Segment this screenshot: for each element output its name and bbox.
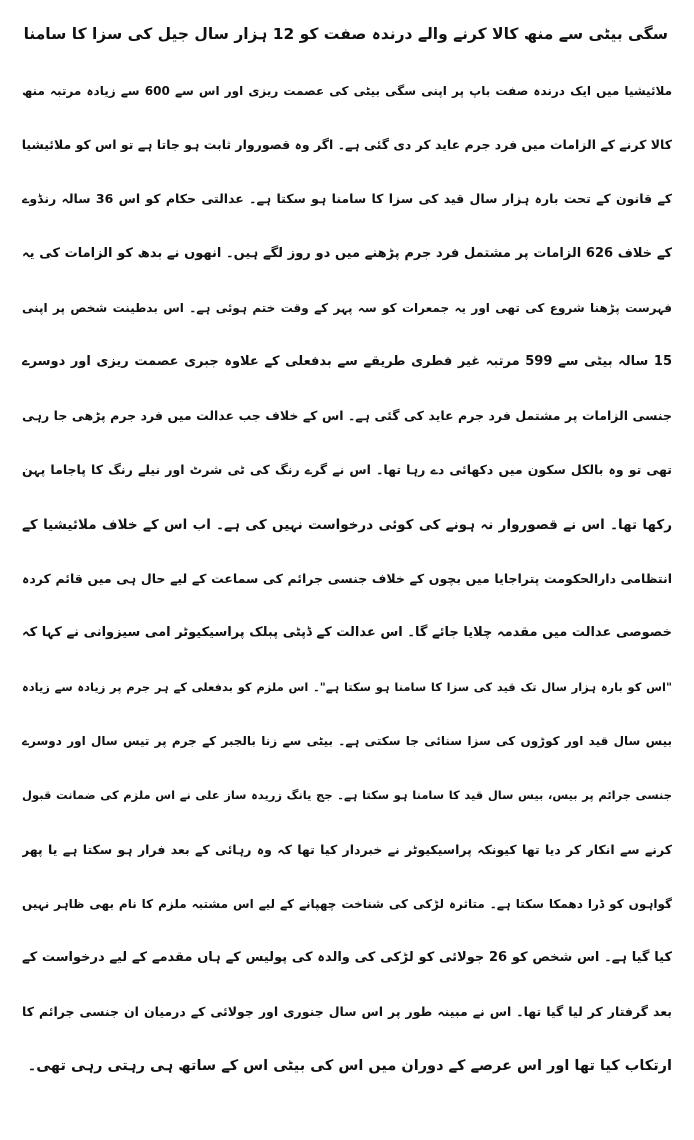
headline: سگی بیٹی سے منھ کالا کرنے والے درندہ صفت کو 12 ہزار سال جیل کی سزا کا سامنا bbox=[23, 25, 668, 43]
body-line: بیس سال قید اور کوڑوں کی سزا سنائی جا سکتی ہے۔ بیٹی سے زنا بالجبر کے جرم پر تیس سال اور دوسرے bbox=[22, 734, 672, 749]
body-line: فہرست پڑھنا شروع کی تھی اور یہ جمعرات کو سہ پہر کے وقت ختم ہوئی ہے۔ اس بدطینت شخص پر اپنی bbox=[22, 300, 672, 315]
body-line: کیا گیا ہے۔ اس شخص کو 26 جولائی کو لڑکی کی والدہ کی پولیس کے ہاں مقدمے کے لیے درخواست کے bbox=[22, 950, 672, 965]
body-line: کالا کرنے کے الزامات میں فرد جرم عاید کر دی گئی ہے۔ اگر وہ قصوروار ثابت ہو جاتا ہے تو اس کو ملائیشیا bbox=[22, 137, 672, 153]
body-line: رکھا تھا۔ اس نے قصوروار نہ ہونے کی کوئی درخواست نہیں کی ہے۔ اب اس کے خلاف ملائیشیا کے bbox=[22, 516, 672, 533]
body-line: گواہوں کو ڈرا دھمکا سکتا ہے۔ متاثرہ لڑکی کی شناخت چھپانے کے لیے اس مشتبہ ملزم کا نام بھی ظاہر نہیں bbox=[22, 896, 672, 911]
body-line: کے قانون کے تحت بارہ ہزار سال قید کی سزا کا سامنا ہو سکتا ہے۔ عدالتی حکام کو اس 36 سالہ رنڈوے bbox=[22, 191, 672, 207]
body-line: خصوصی عدالت میں مقدمہ چلایا جائے گا۔ اس عدالت کے ڈپٹی پبلک پراسیکیوٹر امی سیزوانی نے کہا کہ bbox=[22, 624, 672, 640]
article-body bbox=[22, 64, 672, 1094]
body-line: ارتکاب کیا تھا اور اس عرصے کے دوران میں اس کی بیٹی اس کے ساتھ ہی رہتی رہی تھی۔ bbox=[27, 1058, 672, 1075]
body-line: انتظامی دارالحکومت پتراجایا میں بچوں کے خلاف جنسی جرائم کی سماعت کے لیے حال ہی میں قائم کردہ bbox=[22, 570, 672, 586]
body-line: کے خلاف 626 الزامات پر مشتمل فرد جرم پڑھنے میں دو روز لگے ہیں۔ انھوں نے بدھ کو الزامات کی یہ bbox=[22, 245, 672, 261]
body-line: جنسی الزامات پر مشتمل فرد جرم عاید کی گئی ہے۔ اس کے خلاف جب عدالت میں فرد جرم پڑھی جا رہی bbox=[22, 408, 672, 424]
body-line: بعد گرفتار کر لیا گیا تھا۔ اس نے مبینہ طور پر اس سال جنوری اور جولائی کے درمیان ان جنسی جرائم کا bbox=[22, 1004, 672, 1020]
body-line: کرنے سے انکار کر دیا تھا کیونکہ پراسیکیوٹر نے خبردار کیا تھا کہ وہ رہائی کے بعد فرار ہو سکتا ہے یا پھر bbox=[22, 841, 672, 857]
body-line: ملائیشیا میں ایک درندہ صفت باپ پر اپنی سگی بیٹی کی عصمت ریزی اور اس سے 600 سے زیادہ مرتبہ منھ bbox=[22, 84, 672, 98]
body-line: "اس کو بارہ ہزار سال تک قید کی سزا کا سامنا ہو سکتا ہے"۔ اس ملزم کو بدفعلی کے ہر جرم پر زیادہ سے زیادہ bbox=[22, 680, 672, 695]
body-line: تھی تو وہ بالکل سکون میں دکھائی دے رہا تھا۔ اس نے گرے رنگ کی ٹی شرٹ اور نیلے رنگ کا پاجاما پہن bbox=[22, 462, 672, 478]
body-line: جنسی جرائم پر بیس، بیس سال قید کا سامنا ہو سکتا ہے۔ جج یانگ زریدہ ساز علی نے اس ملزم کی ضمانت قبول bbox=[22, 788, 672, 803]
body-line: 15 سالہ بیٹی سے 599 مرتبہ غیر فطری طریقے سے بدفعلی کے علاوہ جبری عصمت ریزی اور دوسرے bbox=[22, 353, 672, 369]
